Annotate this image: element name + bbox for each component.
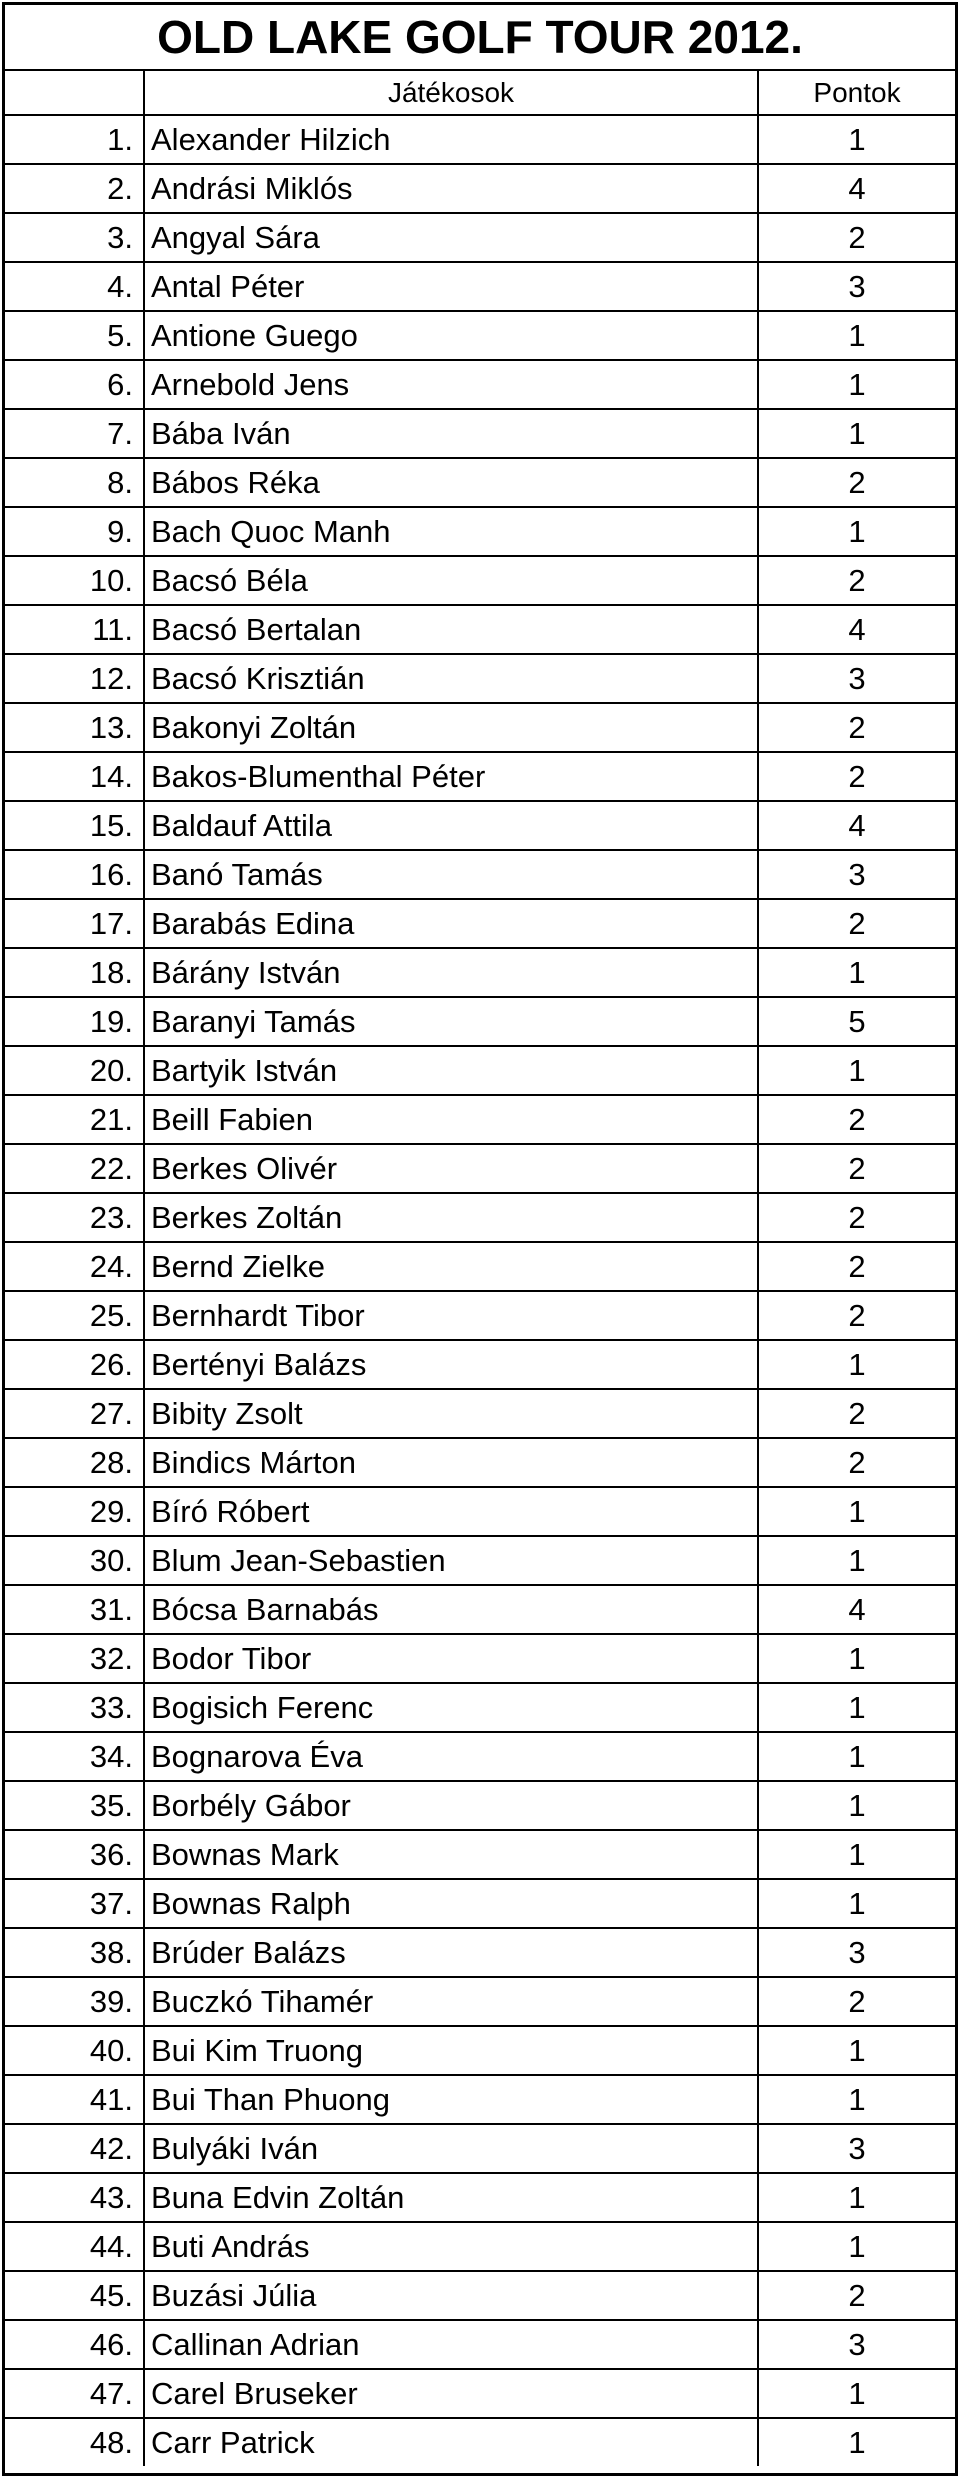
player-name-cell: Berkes Zoltán	[145, 1194, 759, 1241]
player-name-cell: Bába Iván	[145, 410, 759, 457]
table-row	[5, 2272, 955, 2321]
points-cell: 2	[848, 905, 866, 941]
table-row	[5, 704, 955, 753]
rank-cell: 43.	[5, 2174, 145, 2221]
table-row	[5, 1586, 955, 1635]
rank-cell: 26.	[5, 1341, 145, 1388]
player-name-cell: Bacsó Krisztián	[145, 655, 759, 702]
player-name-cell: Bartyik István	[145, 1047, 759, 1094]
table-row	[5, 1684, 955, 1733]
points-cell: 2	[848, 1248, 866, 1284]
rank-cell: 17.	[5, 900, 145, 947]
player-name-cell: Brúder Balázs	[145, 1929, 759, 1976]
table-row	[5, 1341, 955, 1390]
rank-cell: 45.	[5, 2272, 145, 2319]
table-row	[5, 2321, 955, 2370]
player-name-cell: Bindics Márton	[145, 1439, 759, 1486]
rank-cell: 30.	[5, 1537, 145, 1584]
points-cell: 3	[848, 268, 866, 304]
table-row	[5, 2027, 955, 2076]
points-cell: 3	[848, 2326, 866, 2362]
table-row	[5, 753, 955, 802]
player-name-cell: Carr Patrick	[145, 2419, 759, 2466]
table-row	[5, 1929, 955, 1978]
rank-cell: 4.	[5, 263, 145, 310]
points-cell: 2	[848, 1444, 866, 1480]
table-row	[5, 998, 955, 1047]
table-row	[5, 312, 955, 361]
rank-cell: 15.	[5, 802, 145, 849]
rank-cell: 34.	[5, 1733, 145, 1780]
player-name-cell: Bárány István	[145, 949, 759, 996]
table-row	[5, 557, 955, 606]
rank-cell: 39.	[5, 1978, 145, 2025]
points-cell: 1	[848, 2424, 866, 2460]
rank-cell: 1.	[5, 116, 145, 163]
table-row	[5, 1292, 955, 1341]
player-name-cell: Bognarova Éva	[145, 1733, 759, 1780]
player-name-cell: Buzási Júlia	[145, 2272, 759, 2319]
table-row	[5, 1145, 955, 1194]
player-name-cell: Beill Fabien	[145, 1096, 759, 1143]
points-cell: 1	[848, 415, 866, 451]
rank-cell: 35.	[5, 1782, 145, 1829]
table-row	[5, 1635, 955, 1684]
player-name-cell: Bakos-Blumenthal Péter	[145, 753, 759, 800]
rank-cell: 16.	[5, 851, 145, 898]
points-cell: 1	[848, 1689, 866, 1725]
player-name-cell: Buti András	[145, 2223, 759, 2270]
player-name-cell: Barabás Edina	[145, 900, 759, 947]
player-name-cell: Bogisich Ferenc	[145, 1684, 759, 1731]
player-name-cell: Berkes Olivér	[145, 1145, 759, 1192]
points-cell: 3	[848, 1934, 866, 1970]
table-row	[5, 1194, 955, 1243]
table-row	[5, 949, 955, 998]
player-name-cell: Bernd Zielke	[145, 1243, 759, 1290]
player-name-cell: Banó Tamás	[145, 851, 759, 898]
points-cell: 2	[848, 219, 866, 255]
points-cell: 4	[848, 807, 866, 843]
rank-cell: 2.	[5, 165, 145, 212]
rank-cell: 10.	[5, 557, 145, 604]
header-points: Pontok	[813, 76, 901, 108]
points-cell: 1	[848, 1346, 866, 1382]
player-name-cell: Bernhardt Tibor	[145, 1292, 759, 1339]
points-cell: 1	[848, 2032, 866, 2068]
points-cell: 4	[848, 170, 866, 206]
points-cell: 1	[848, 317, 866, 353]
points-cell: 2	[848, 2277, 866, 2313]
table-row	[5, 2174, 955, 2223]
points-cell: 1	[848, 1052, 866, 1088]
rank-cell: 25.	[5, 1292, 145, 1339]
player-name-cell: Andrási Miklós	[145, 165, 759, 212]
table-row	[5, 1390, 955, 1439]
points-cell: 2	[848, 1150, 866, 1186]
rank-cell: 19.	[5, 998, 145, 1045]
table-row	[5, 263, 955, 312]
header-rank-cell	[5, 71, 145, 114]
points-cell: 1	[848, 1885, 866, 1921]
table-row	[5, 851, 955, 900]
points-cell: 2	[848, 1983, 866, 2019]
player-name-cell: Bownas Mark	[145, 1831, 759, 1878]
table-row	[5, 508, 955, 557]
player-name-cell: Callinan Adrian	[145, 2321, 759, 2368]
points-cell: 1	[848, 1542, 866, 1578]
table-row	[5, 655, 955, 704]
table-row	[5, 1243, 955, 1292]
player-name-cell: Baranyi Tamás	[145, 998, 759, 1045]
points-cell: 1	[848, 1640, 866, 1676]
rank-cell: 47.	[5, 2370, 145, 2417]
points-cell: 2	[848, 709, 866, 745]
rank-cell: 44.	[5, 2223, 145, 2270]
rank-cell: 42.	[5, 2125, 145, 2172]
player-name-cell: Antione Guego	[145, 312, 759, 359]
points-cell: 1	[848, 1493, 866, 1529]
rank-cell: 9.	[5, 508, 145, 555]
rank-cell: 13.	[5, 704, 145, 751]
player-name-cell: Bócsa Barnabás	[145, 1586, 759, 1633]
player-name-cell: Bownas Ralph	[145, 1880, 759, 1927]
player-name-cell: Blum Jean-Sebastien	[145, 1537, 759, 1584]
rank-cell: 14.	[5, 753, 145, 800]
player-name-cell: Bakonyi Zoltán	[145, 704, 759, 751]
rank-cell: 20.	[5, 1047, 145, 1094]
points-cell: 2	[848, 464, 866, 500]
points-cell: 1	[848, 1836, 866, 1872]
player-name-cell: Bertényi Balázs	[145, 1341, 759, 1388]
points-cell: 2	[848, 1101, 866, 1137]
rank-cell: 36.	[5, 1831, 145, 1878]
points-cell: 2	[848, 1199, 866, 1235]
points-cell: 1	[848, 366, 866, 402]
table-row	[5, 2419, 955, 2466]
rank-cell: 29.	[5, 1488, 145, 1535]
table-row	[5, 2223, 955, 2272]
table-row	[5, 1880, 955, 1929]
score-table	[2, 2, 958, 2476]
table-row	[5, 1782, 955, 1831]
table-row	[5, 1978, 955, 2027]
player-name-cell: Carel Bruseker	[145, 2370, 759, 2417]
player-name-cell: Buczkó Tihamér	[145, 1978, 759, 2025]
table-row	[5, 2076, 955, 2125]
rank-cell: 40.	[5, 2027, 145, 2074]
table-row	[5, 459, 955, 508]
table-row	[5, 2125, 955, 2174]
rank-cell: 8.	[5, 459, 145, 506]
table-row	[5, 116, 955, 165]
player-name-cell: Bábos Réka	[145, 459, 759, 506]
rank-cell: 33.	[5, 1684, 145, 1731]
table-row	[5, 900, 955, 949]
points-cell: 2	[848, 1297, 866, 1333]
player-name-cell: Arnebold Jens	[145, 361, 759, 408]
rank-cell: 21.	[5, 1096, 145, 1143]
rank-cell: 6.	[5, 361, 145, 408]
rank-cell: 27.	[5, 1390, 145, 1437]
player-name-cell: Baldauf Attila	[145, 802, 759, 849]
rank-cell: 48.	[5, 2419, 145, 2466]
player-name-cell: Bulyáki Iván	[145, 2125, 759, 2172]
header-players: Játékosok	[145, 71, 759, 114]
rank-cell: 11.	[5, 606, 145, 653]
player-name-cell: Bui Than Phuong	[145, 2076, 759, 2123]
table-row	[5, 361, 955, 410]
rank-cell: 22.	[5, 1145, 145, 1192]
table-row	[5, 165, 955, 214]
player-name-cell: Buna Edvin Zoltán	[145, 2174, 759, 2221]
player-name-cell: Bacsó Bertalan	[145, 606, 759, 653]
points-cell: 3	[848, 2130, 866, 2166]
rank-cell: 28.	[5, 1439, 145, 1486]
points-cell: 1	[848, 513, 866, 549]
table-title: OLD LAKE GOLF TOUR 2012.	[5, 5, 955, 71]
table-row	[5, 1537, 955, 1586]
player-name-cell: Bodor Tibor	[145, 1635, 759, 1682]
rank-cell: 37.	[5, 1880, 145, 1927]
player-name-cell: Bibity Zsolt	[145, 1390, 759, 1437]
rank-cell: 41.	[5, 2076, 145, 2123]
rank-cell: 23.	[5, 1194, 145, 1241]
points-cell: 3	[848, 856, 866, 892]
player-name-cell: Alexander Hilzich	[145, 116, 759, 163]
table-row	[5, 1047, 955, 1096]
player-name-cell: Bacsó Béla	[145, 557, 759, 604]
player-name-cell: Antal Péter	[145, 263, 759, 310]
points-cell: 1	[848, 1738, 866, 1774]
rank-cell: 12.	[5, 655, 145, 702]
table-row	[5, 1439, 955, 1488]
points-cell: 2	[848, 562, 866, 598]
points-cell: 1	[848, 2375, 866, 2411]
points-cell: 2	[848, 1395, 866, 1431]
rank-cell: 18.	[5, 949, 145, 996]
points-cell: 4	[848, 1591, 866, 1627]
rank-cell: 46.	[5, 2321, 145, 2368]
points-cell: 1	[848, 121, 866, 157]
rank-cell: 7.	[5, 410, 145, 457]
table-row	[5, 1488, 955, 1537]
rank-cell: 38.	[5, 1929, 145, 1976]
player-name-cell: Angyal Sára	[145, 214, 759, 261]
player-name-cell: Bíró Róbert	[145, 1488, 759, 1535]
points-cell: 5	[848, 1003, 866, 1039]
table-row	[5, 2370, 955, 2419]
table-row	[5, 1733, 955, 1782]
table-row	[5, 1831, 955, 1880]
player-name-cell: Bui Kim Truong	[145, 2027, 759, 2074]
points-cell: 1	[848, 1787, 866, 1823]
table-row	[5, 1096, 955, 1145]
points-cell: 1	[848, 2228, 866, 2264]
table-row	[5, 606, 955, 655]
table-body	[5, 116, 955, 2466]
table-row	[5, 410, 955, 459]
rank-cell: 3.	[5, 214, 145, 261]
player-name-cell: Bach Quoc Manh	[145, 508, 759, 555]
points-cell: 3	[848, 660, 866, 696]
points-cell: 1	[848, 2179, 866, 2215]
rank-cell: 24.	[5, 1243, 145, 1290]
player-name-cell: Borbély Gábor	[145, 1782, 759, 1829]
points-cell: 1	[848, 2081, 866, 2117]
points-cell: 4	[848, 611, 866, 647]
points-cell: 2	[848, 758, 866, 794]
rank-cell: 5.	[5, 312, 145, 359]
table-row	[5, 214, 955, 263]
header-row	[5, 71, 955, 116]
rank-cell: 32.	[5, 1635, 145, 1682]
points-cell: 1	[848, 954, 866, 990]
table-row	[5, 802, 955, 851]
rank-cell: 31.	[5, 1586, 145, 1633]
